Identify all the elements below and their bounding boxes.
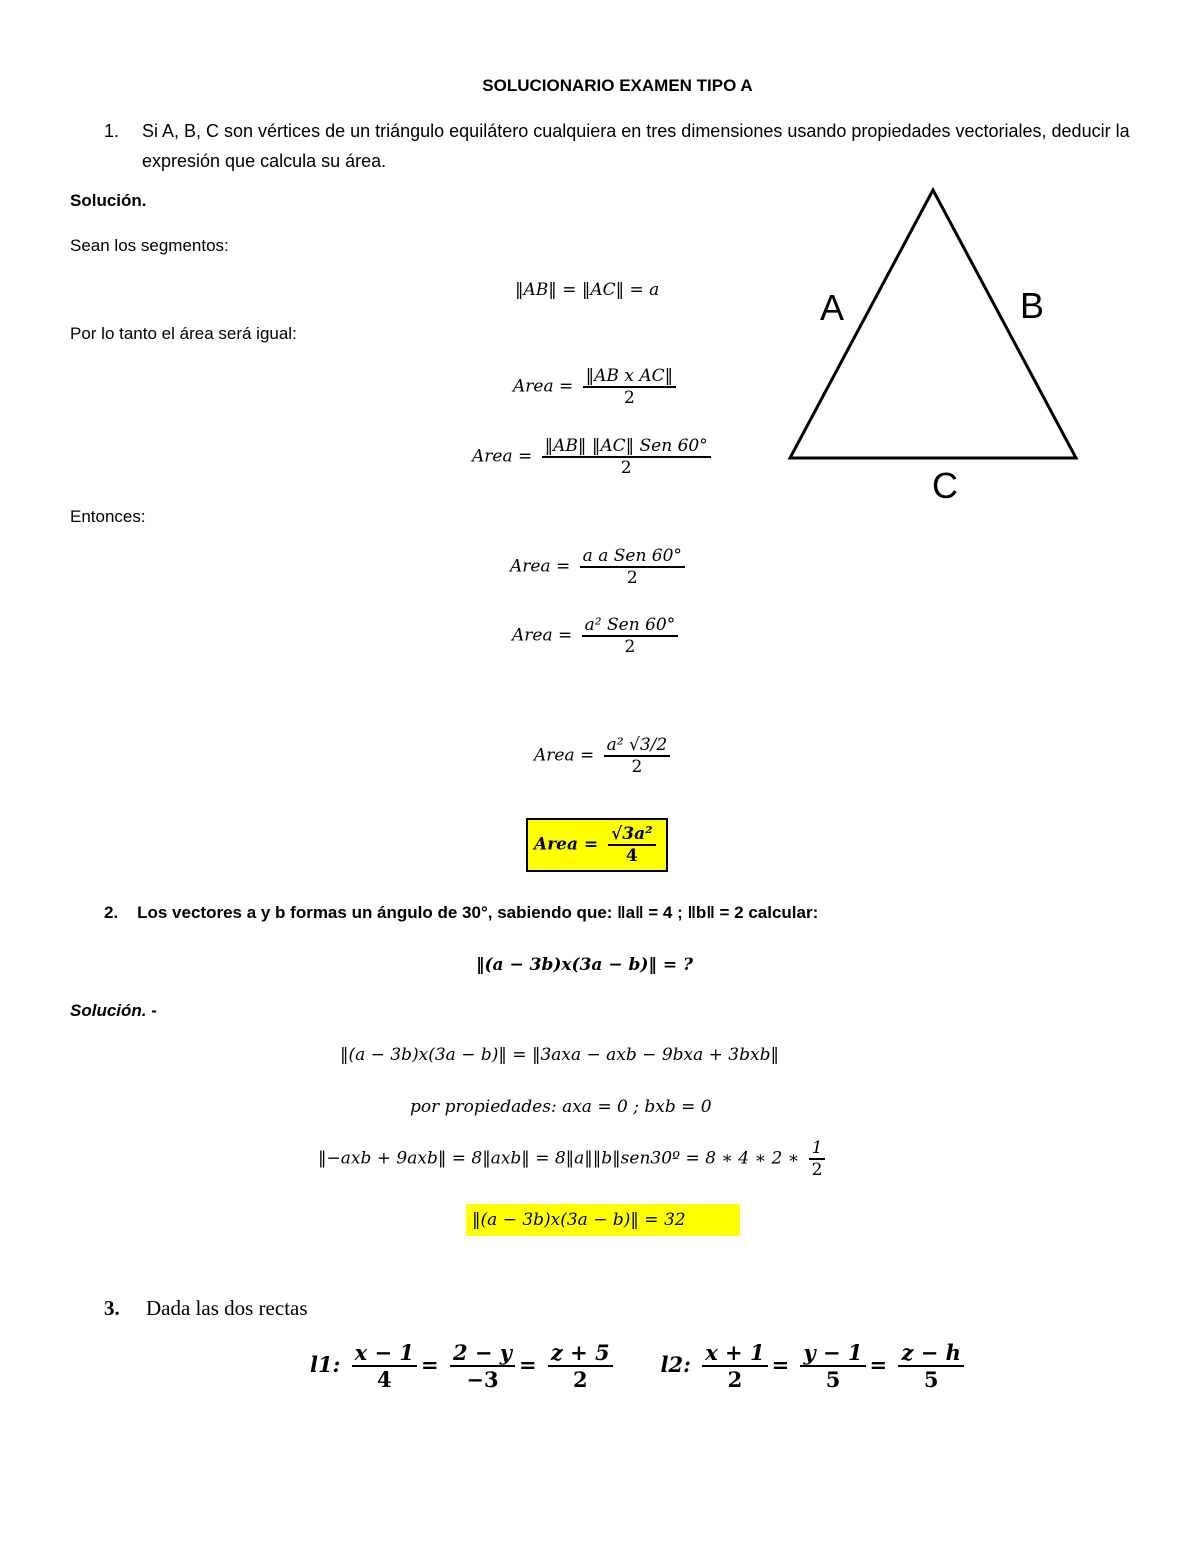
numerator: z + 5: [548, 1340, 613, 1367]
numerator: a a Sen 60°: [580, 546, 685, 568]
question-text: Dada las dos rectas: [146, 1296, 308, 1320]
fraction: [450, 1340, 515, 1392]
question-2-expression: ‖(a − 3b)x(3a − b)‖ = ?: [476, 955, 693, 975]
question-text: Si A, B, C son vértices de un triángulo equilátero cualquiera en tres dimensiones usando propiedades vectoriales, deducir la expresión que calcula su área.: [142, 121, 1130, 171]
question-statement: Los vectores a y b formas un ángulo de 30°, sabiendo que: ‖a‖ = 4 ; ‖b‖ = 2 calcular:: [137, 903, 819, 922]
area-equation-2: [472, 436, 715, 478]
solution-line-1: ‖(a − 3b)x(3a − b)‖ = ‖3axa − axb − 9bxa + 3bxb‖: [340, 1045, 779, 1065]
denominator: 4: [625, 846, 638, 866]
triangle-diagram: [780, 180, 1090, 510]
numerator: z − h: [898, 1340, 963, 1367]
denominator: 5: [923, 1367, 939, 1392]
solution-line-3: [318, 1138, 829, 1180]
area-equation-5: [534, 735, 674, 777]
then-label: Entonces:: [70, 507, 146, 526]
numerator: y − 1: [800, 1340, 865, 1367]
area-label: Area =: [513, 376, 574, 397]
fraction: [583, 366, 676, 408]
fraction: [352, 1340, 417, 1392]
denominator: 2: [623, 388, 635, 408]
numerator: 1: [809, 1138, 826, 1160]
solution-label: Solución. -: [70, 1001, 157, 1020]
question-2: [104, 903, 818, 923]
line-1-label: l1:: [310, 1351, 341, 1377]
vertex-label-a: A: [820, 287, 845, 328]
line-1-equation: l1: $\frac{x - 1}{4}$ = $\frac{2 - y}{-3}$ = $\frac{z + 5}{2}$: [310, 1352, 624, 1377]
denominator: 2: [620, 458, 632, 478]
fraction: [898, 1340, 963, 1392]
line-2-equation: l2: $\frac{x + 1}{2}$ = $\frac{y - 1}{5}$ = $\frac{z - h}{5}$: [661, 1352, 968, 1377]
denominator: 4: [377, 1367, 392, 1392]
segments-label: Sean los segmentos:: [70, 236, 229, 255]
area-equation-3: [510, 546, 689, 588]
numerator: ‖AB‖ ‖AC‖ Sen 60°: [542, 436, 711, 458]
line-3-text: ‖−axb + 9axb‖ = 8‖axb‖ = 8‖a‖‖b‖sen30º = 8 ∗ 4 ∗ 2 ∗: [318, 1148, 800, 1169]
denominator: 2: [727, 1367, 743, 1392]
numerator: x + 1: [702, 1340, 767, 1367]
segments-equation: ‖AB‖ = ‖AC‖ = a: [515, 280, 660, 300]
area-label: Area =: [512, 625, 573, 646]
denominator: 5: [825, 1367, 841, 1392]
line-equations: [310, 1340, 968, 1392]
fraction: [608, 824, 655, 866]
fraction: [809, 1138, 826, 1180]
line-2-label: l2:: [660, 1351, 691, 1377]
denominator: 2: [624, 637, 636, 657]
numerator: ‖AB x AC‖: [583, 366, 676, 388]
denominator: 2: [811, 1160, 823, 1180]
area-intro-label: Por lo tanto el área será igual:: [70, 324, 297, 343]
question-number: 3.: [104, 1296, 120, 1320]
numerator: a² √3/2: [604, 735, 671, 757]
area-equation-1: [513, 366, 680, 408]
numerator: x − 1: [352, 1340, 417, 1367]
denominator: 2: [631, 757, 643, 777]
fraction: [580, 546, 685, 588]
question-number: 2.: [104, 903, 119, 922]
solution-label: Solución.: [70, 191, 147, 210]
question-3: [104, 1296, 308, 1321]
final-area-result: [526, 818, 668, 872]
numerator: √3a²: [608, 824, 655, 846]
fraction: [548, 1340, 613, 1392]
fraction: [542, 436, 711, 478]
area-equation-4: [512, 615, 682, 657]
denominator: 2: [626, 568, 638, 588]
fraction: [582, 615, 679, 657]
vertex-label-c: C: [932, 465, 958, 506]
denominator: 2: [572, 1367, 588, 1392]
question-2-answer: ‖(a − 3b)x(3a − b)‖ = 32: [466, 1204, 740, 1236]
fraction: [604, 735, 671, 777]
fraction: [702, 1340, 767, 1392]
area-label: Area =: [510, 556, 571, 577]
numerator: a² Sen 60°: [582, 615, 679, 637]
fraction: [800, 1340, 865, 1392]
solution-line-2: por propiedades: axa = 0 ; bxb = 0: [410, 1097, 712, 1117]
question-number: 1.: [104, 121, 120, 141]
page-title: SOLUCIONARIO EXAMEN TIPO A: [482, 76, 753, 95]
vertex-label-b: B: [1020, 285, 1045, 326]
area-label: Area =: [534, 834, 599, 855]
numerator: 2 − y: [450, 1340, 515, 1367]
denominator: −3: [466, 1367, 499, 1392]
area-label: Area =: [534, 745, 595, 766]
area-label: Area =: [472, 446, 533, 467]
